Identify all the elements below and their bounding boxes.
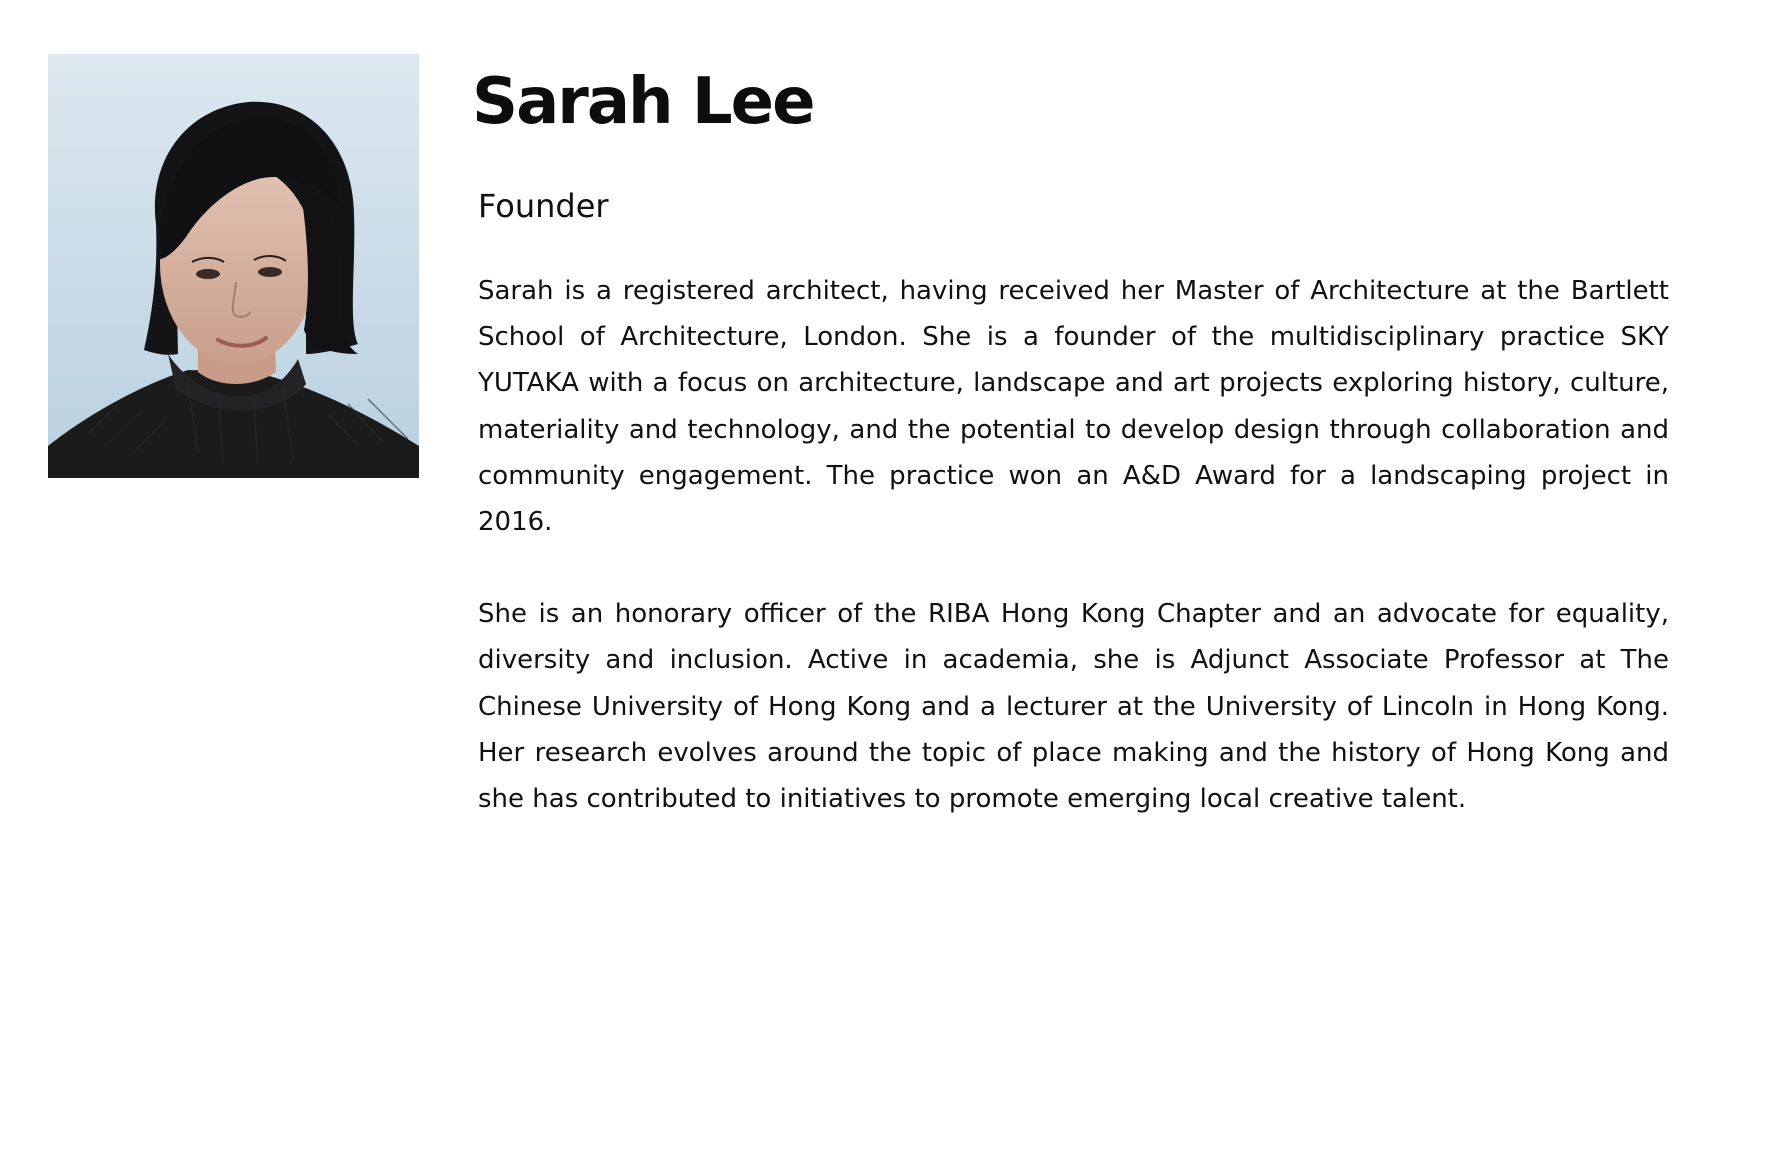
profile-content — [472, 54, 1669, 868]
bio-paragraph-2: She is an honorary officer of the RIBA Hong Kong Chapter and an advocate for equality, diversity and inclusion. Active in academia, she is Adjunct Associate Professor at The Chinese University of Hong Kong and a lecturer at the University of Lincoln in Hong Kong. Her research evolves around the topic of place making and the history of Hong Kong and she has contributed to initiatives to promote emerging local creative talent. — [478, 599, 1669, 815]
profile-name: Sarah Lee — [472, 65, 814, 139]
profile-role: Founder — [478, 187, 609, 225]
profile-photo — [48, 54, 419, 478]
portrait-illustration — [48, 54, 419, 478]
profile-bio — [478, 268, 1669, 822]
bio-paragraph-1: Sarah is a registered architect, having received her Master of Architecture at the Bartlett School of Architecture, London. She is a founder of the multidisciplinary practice SKY YUTAKA with a focus on architecture, landscape and art projects exploring history, culture, materiality and technology, and the potential to develop design through collaboration and community engagement. The practice won an A&D Award for a landscaping project in 2016. — [478, 276, 1669, 538]
